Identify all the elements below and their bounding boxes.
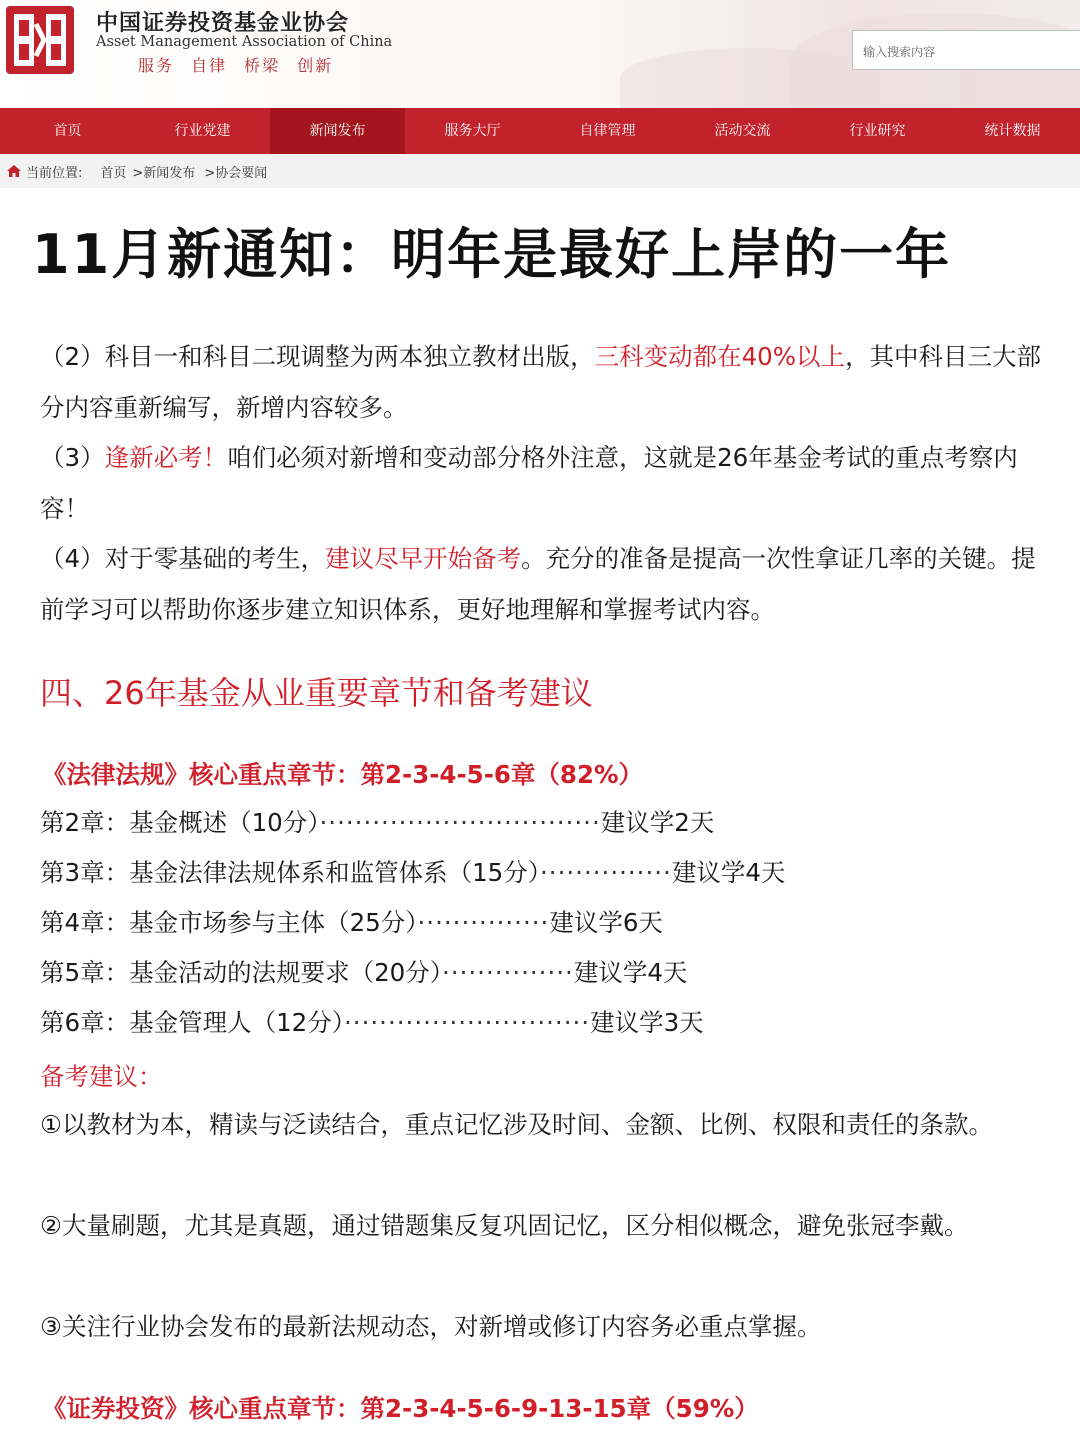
nav-item-statistics[interactable]: 统计数据 bbox=[984, 123, 1041, 139]
section-heading: 四、26年基金从业重要章节和备考建议 bbox=[40, 674, 593, 712]
page-title: 11月新通知：明年是最好上岸的一年 bbox=[32, 223, 952, 286]
breadcrumb bbox=[0, 154, 1080, 188]
home-icon bbox=[6, 164, 22, 178]
nav-item-news[interactable]: 新闻发布 bbox=[270, 108, 405, 154]
tip-item: ①以教材为本，精读与泛读结合，重点记忆涉及时间、金额、比例、权限和责任的条款。 bbox=[40, 1110, 993, 1139]
chapter-row: 第3章：基金法律法规体系和监管体系（15分）···············建议学4天 bbox=[40, 858, 786, 887]
org-name-cn: 中国证券投资基金业协会 bbox=[96, 10, 350, 36]
highlight: 逢新必考！ bbox=[104, 443, 228, 472]
highlight: 建议尽早开始备考 bbox=[325, 544, 522, 573]
nav-item-party[interactable]: 行业党建 bbox=[174, 123, 231, 139]
org-name-en: Asset Management Association of China bbox=[96, 34, 393, 50]
nav-item-regulation[interactable]: 自律管理 bbox=[579, 123, 636, 139]
amac-logo-icon[interactable] bbox=[4, 4, 76, 76]
search-input[interactable]: 输入搜索内容 bbox=[852, 30, 1080, 70]
nav-item-home[interactable]: 首页 bbox=[53, 123, 82, 139]
law-heading: 《法律法规》核心重点章节：第2-3-4-5-6章（82%） bbox=[42, 760, 644, 789]
nav-item-service[interactable]: 服务大厅 bbox=[444, 123, 501, 139]
breadcrumb-label: 当前位置: bbox=[26, 165, 83, 181]
nav-item-activities[interactable]: 活动交流 bbox=[714, 123, 771, 139]
chapter-row: 第2章：基金概述（10分）································建议学2天 bbox=[40, 808, 715, 837]
org-slogan: 服务 自律 桥梁 创新 bbox=[138, 56, 334, 75]
chapter-row: 第6章：基金管理人（12分）····························建议学3天 bbox=[40, 1008, 704, 1037]
main-nav bbox=[0, 108, 1080, 154]
tip-item: ③关注行业协会发布的最新法规动态，对新增或修订内容务必重点掌握。 bbox=[40, 1312, 822, 1341]
paragraph-2: （2）科目一和科目二现调整为两本独立教材出版，三科变动都在40%以上，其中科目三大部分内容重新编写，新增内容较多。 bbox=[40, 342, 1042, 422]
breadcrumb-news[interactable]: >新闻发布 bbox=[132, 165, 196, 181]
breadcrumb-home[interactable]: 首页 bbox=[100, 165, 127, 181]
tips-label: 备考建议： bbox=[40, 1062, 163, 1091]
securities-heading: 《证券投资》核心重点章节：第2-3-4-5-6-9-13-15章（59%） bbox=[42, 1394, 759, 1423]
site-header bbox=[0, 0, 1080, 108]
highlight: 三科变动都在40%以上 bbox=[594, 342, 846, 371]
paragraph-3: （3）逢新必考！咱们必须对新增和变动部分格外注意，这就是26年基金考试的重点考察内容！ bbox=[40, 443, 1018, 523]
paragraph-4: （4）对于零基础的考生，建议尽早开始备考。充分的准备是提高一次性拿证几率的关键。提前学习可以帮助你逐步建立知识体系，更好地理解和掌握考试内容。 bbox=[40, 544, 1036, 624]
tip-item: ②大量刷题，尤其是真题，通过错题集反复巩固记忆，区分相似概念，避免张冠李戴。 bbox=[40, 1211, 969, 1240]
nav-item-research[interactable]: 行业研究 bbox=[849, 123, 906, 139]
breadcrumb-association-news[interactable]: >协会要闻 bbox=[204, 165, 268, 181]
chapter-row: 第4章：基金市场参与主体（25分）···············建议学6天 bbox=[40, 908, 663, 937]
chapter-row: 第5章：基金活动的法规要求（20分）···············建议学4天 bbox=[40, 958, 688, 987]
